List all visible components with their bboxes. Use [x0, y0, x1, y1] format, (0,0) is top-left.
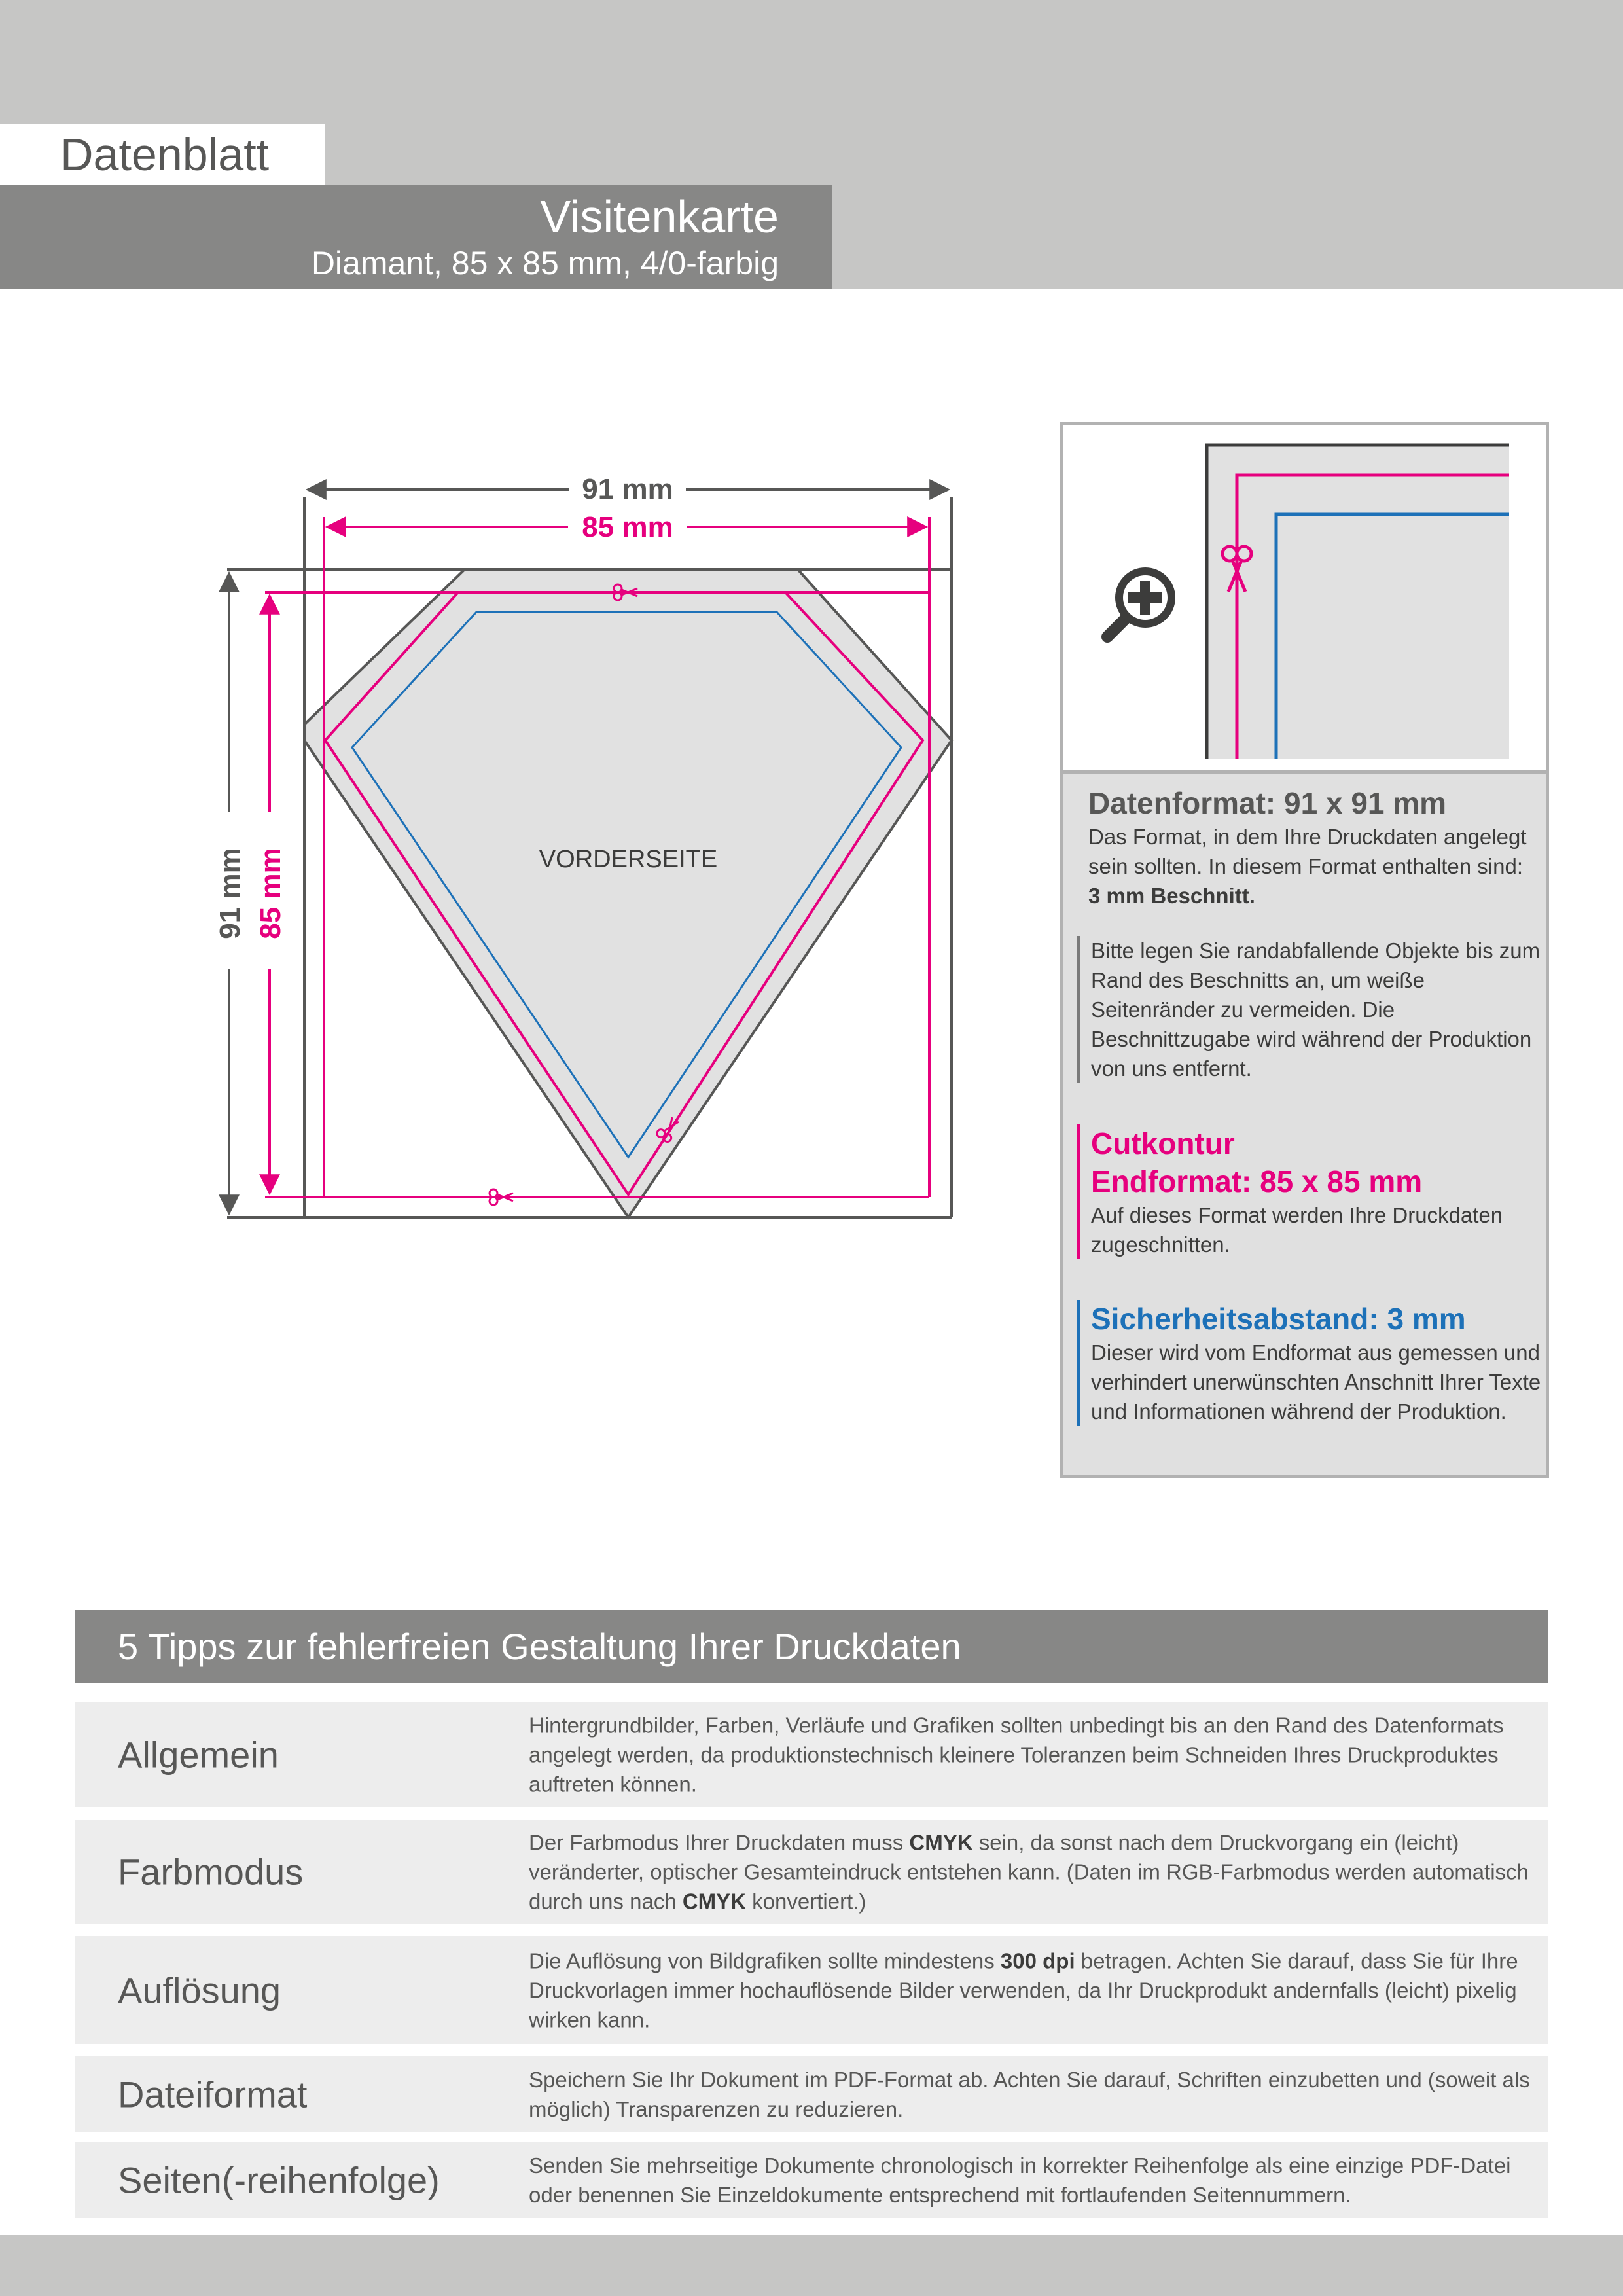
sicherheit-title: Sicherheitsabstand: 3 mm	[1091, 1302, 1466, 1336]
tip-label: Dateiformat	[118, 2073, 308, 2115]
tip-row	[75, 1820, 1548, 1924]
tip-row	[75, 1936, 1548, 2044]
tip-text-bold: 300 dpi	[1000, 1948, 1075, 1973]
zoom-corner-detail	[1063, 425, 1546, 770]
tip-text	[529, 1946, 1537, 2034]
datenformat-section	[1088, 784, 1540, 910]
format-diagram	[0, 0, 1021, 1244]
tip-text: Speichern Sie Ihr Dokument im PDF-Format ab. Achten Sie darauf, Schriften einzubetten und (soweit als möglich) Transparenzen zu reduzieren.	[529, 2067, 1530, 2121]
tips-header	[75, 1610, 1548, 1683]
tip-text-part: Die Auflösung von Bildgrafiken sollte mindestens	[529, 1948, 1001, 1973]
tip-text-part: betragen. Achten Sie darauf, dass Sie für Ihre Druckvorlagen immer hochauflösende Bilder verwenden, da Ihr Druckprodukt andernfalls (leicht) pixelig wirken kann.	[529, 1948, 1518, 2032]
tip-text-bold: CMYK	[682, 1889, 746, 1914]
tips-title: 5 Tipps zur fehlerfreien Gestaltung Ihrer Druckdaten	[118, 1626, 961, 1667]
product-subtitle: Diamant, 85 x 85 mm, 4/0-farbig	[311, 245, 779, 281]
height-inner-label: 85 mm	[255, 848, 287, 939]
zoom-box	[1063, 425, 1546, 774]
tip-row	[75, 1702, 1548, 1807]
beschnitt-section	[1077, 936, 1543, 1083]
tip-text	[529, 1828, 1537, 1916]
info-panel	[1060, 422, 1549, 1478]
tip-text: Senden Sie mehrseitige Dokumente chronologisch in korrekter Reihenfolge als eine einzige PDF-Datei oder benennen Sie Einzeldokumente entsprechend mit fortlaufenden Seitennummern.	[529, 2153, 1511, 2207]
tip-text: Hintergrundbilder, Farben, Verläufe und Grafiken sollten unbedingt bis an den Rand des Datenformats angelegt werden, da produktionstechnisch kleinere Toleranzen beim Schneiden Ihres Druckproduktes auftreten können.	[529, 1713, 1504, 1797]
side-label: VORDERSEITE	[539, 846, 718, 873]
sicherheit-text: Dieser wird vom Endformat aus gemessen und verhindert unerwünschten Anschnitt Ihrer Texte und Informationen während der Produktion.	[1091, 1340, 1541, 1424]
datenformat-text-bold: 3 mm Beschnitt.	[1088, 884, 1255, 908]
cutkontur-title: Cutkontur	[1091, 1126, 1235, 1160]
endformat-title: Endformat: 85 x 85 mm	[1091, 1164, 1423, 1198]
datenformat-text-main: Das Format, in dem Ihre Druckdaten angelegt sein sollten. In diesem Format enthalten sind:	[1088, 825, 1527, 878]
tip-text-bold: CMYK	[909, 1830, 973, 1855]
product-title: Visitenkarte	[540, 191, 779, 242]
beschnitt-text: Bitte legen Sie randabfallende Objekte bis zum Rand des Beschnitts an, um weiße Seitenränder zu vermeiden. Die Beschnittzugabe wird während der Produktion von uns entfernt.	[1091, 939, 1541, 1081]
tip-text-part: sein, da sonst nach dem Druckvorgang ein (leicht) veränderter, optischer Gesamteindruck entstehen kann. (Daten im RGB-Farbmodus werden automatisch durch uns nach	[529, 1830, 1529, 1914]
footer-band	[0, 2235, 1623, 2296]
width-inner-label: 85 mm	[582, 511, 673, 543]
tip-row	[75, 2056, 1548, 2132]
tip-label: Farbmodus	[118, 1851, 304, 1893]
tip-text-part: konvertiert.)	[746, 1889, 866, 1914]
tip-label: Auflösung	[118, 1969, 281, 2011]
tip-label: Seiten(-reihenfolge)	[118, 2159, 440, 2200]
tip-row	[75, 2142, 1548, 2218]
tip-label: Allgemein	[118, 1734, 279, 1776]
height-outer-label: 91 mm	[214, 848, 246, 939]
datenformat-text	[1088, 822, 1540, 910]
endformat-text: Auf dieses Format werden Ihre Druckdaten zugeschnitten.	[1091, 1203, 1503, 1257]
datenformat-title: Datenformat: 91 x 91 mm	[1088, 786, 1447, 820]
doc-label: Datenblatt	[0, 124, 325, 185]
endformat-section	[1077, 1124, 1543, 1259]
width-outer-label: 91 mm	[582, 473, 673, 505]
tip-text-part: Der Farbmodus Ihrer Druckdaten muss	[529, 1830, 910, 1855]
sicherheit-section	[1077, 1300, 1543, 1426]
